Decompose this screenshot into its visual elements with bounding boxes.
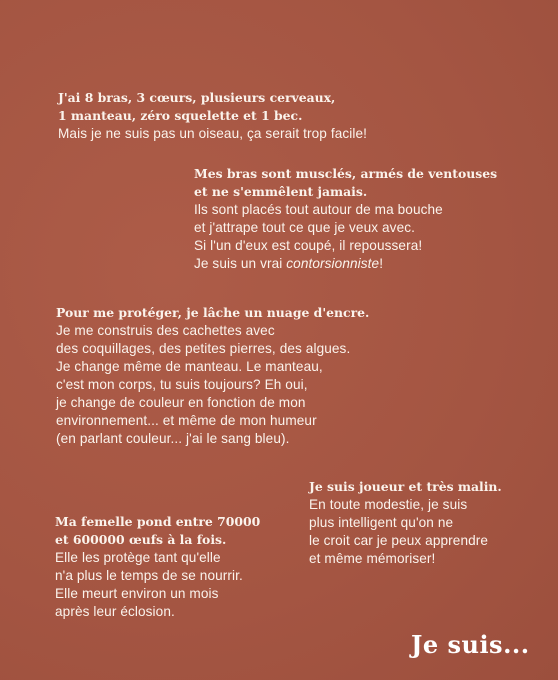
lead-line: Je suis joueur et très malin. <box>309 479 502 494</box>
lead-line: Pour me protéger, je lâche un nuage d'encre. <box>56 305 370 320</box>
body-line: environnement... et même de mon humeur <box>56 413 317 428</box>
body-line: (en parlant couleur... j'ai le sang bleu). <box>56 431 290 446</box>
lead-line: Ma femelle pond entre 70000 <box>55 514 261 529</box>
body-line: Je change même de manteau. Le manteau, <box>56 359 323 374</box>
body-line: et même mémoriser! <box>309 551 436 566</box>
body-text: ! <box>379 256 384 271</box>
lead-line: et ne s'emmêlent jamais. <box>194 184 368 199</box>
emphasis-text: contorsionniste <box>286 256 380 271</box>
text-block-protection <box>56 304 369 448</box>
body-line: Je me construis des cachettes avec <box>56 323 275 338</box>
body-line: n'a plus le temps de se nourrir. <box>55 568 243 583</box>
body-line: Ils sont placés tout autour de ma bouche <box>194 202 443 217</box>
text-block-arms <box>194 165 497 273</box>
body-text: Je suis un vrai <box>194 256 287 271</box>
riddle-prompt: Je suis... <box>411 630 530 659</box>
text-block-reproduction <box>55 513 260 621</box>
body-line: des coquillages, des petites pierres, des algues. <box>56 341 351 356</box>
body-line: c'est mon corps, tu suis toujours? Eh oui, <box>56 377 308 392</box>
body-line: plus intelligent qu'on ne <box>309 515 454 530</box>
body-line: après leur éclosion. <box>55 604 175 619</box>
body-line: Elle les protège tant qu'elle <box>55 550 221 565</box>
body-line: et j'attrape tout ce que je veux avec. <box>194 220 416 235</box>
lead-line: Mes bras sont musclés, armés de ventouses <box>194 166 498 181</box>
lead-line: et 600000 œufs à la fois. <box>55 532 227 547</box>
body-line: Mais je ne suis pas un oiseau, ça serait trop facile! <box>58 126 368 141</box>
lead-line: J'ai 8 bras, 3 cœurs, plusieurs cerveaux, <box>58 90 336 105</box>
body-line: Si l'un d'eux est coupé, il repoussera! <box>194 238 423 253</box>
body-line: je change de couleur en fonction de mon <box>56 395 306 410</box>
body-line <box>194 255 497 273</box>
body-line: le croit car je peux apprendre <box>309 533 489 548</box>
lead-line: 1 manteau, zéro squelette et 1 bec. <box>58 108 303 123</box>
body-line: Elle meurt environ un mois <box>55 586 219 601</box>
text-block-intelligence <box>309 478 502 568</box>
text-block-intro <box>58 89 367 143</box>
body-line: En toute modestie, je suis <box>309 497 468 512</box>
